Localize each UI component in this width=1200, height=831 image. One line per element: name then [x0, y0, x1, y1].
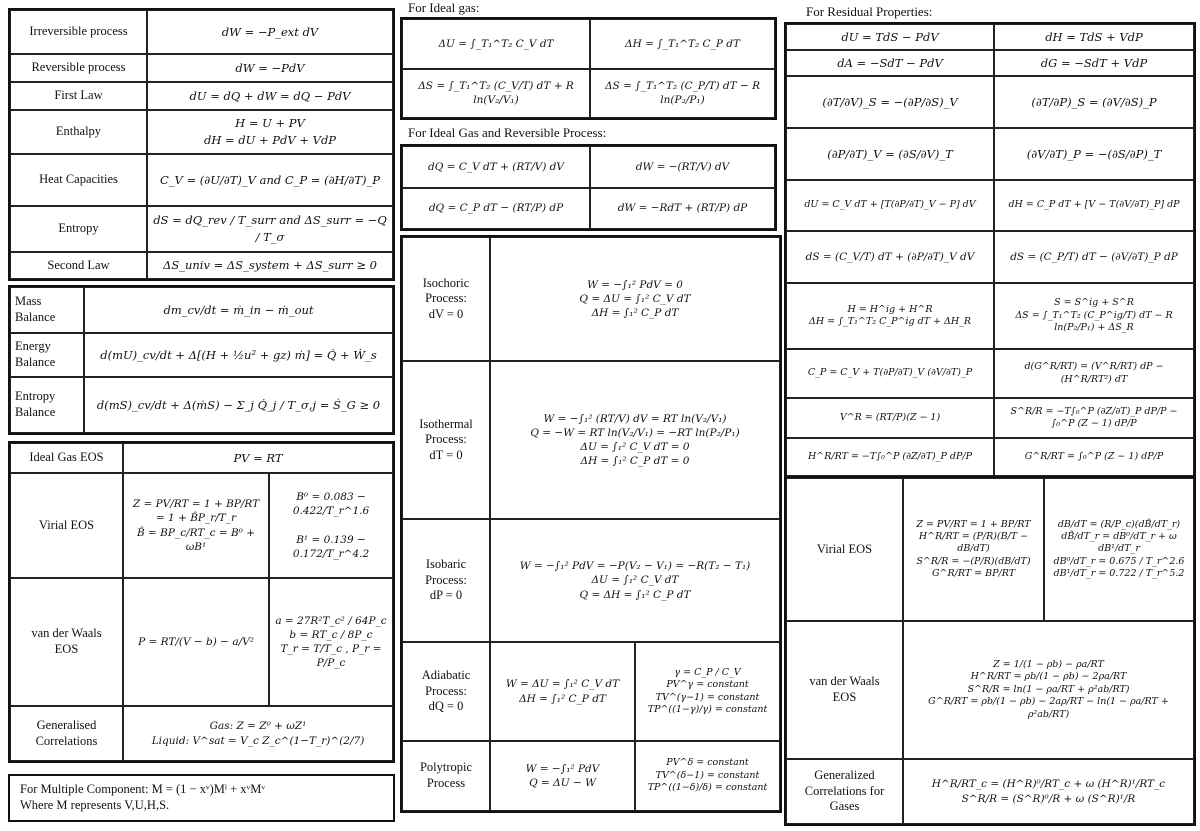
- residual-r1-c0-text: dA = −SdT − PdV: [837, 55, 943, 70]
- eos-table: [8, 441, 395, 763]
- polytropic-label-text: Polytropic Process: [419, 760, 473, 790]
- residual-r4-c0: [786, 180, 994, 231]
- ideal-gas-ds-p: [590, 69, 775, 119]
- ideal-gas-eos-label: [10, 443, 123, 473]
- ideal-gas-ds-v: [402, 69, 590, 119]
- residual-r4-c1: [994, 180, 1194, 231]
- mass-balance-equation: [84, 287, 393, 333]
- residual-r4-c0-text: dU = C_V dT + [T(∂P/∂T)_V − P] dV: [804, 199, 976, 211]
- residual-r7-c1-text: d(G^R/RT) = (V^R/RT) dP − (H^R/RT²) dT: [1024, 361, 1164, 385]
- res-generalized-equation: [903, 759, 1194, 824]
- adiabatic-label-text: Adiabatic Process: dQ = 0: [421, 668, 471, 714]
- res-vdw-equation: [903, 621, 1194, 759]
- residual-r2-c1: [994, 76, 1194, 128]
- residual-title: For Residual Properties:: [806, 4, 933, 19]
- adiabatic-equation-2: [635, 642, 780, 741]
- isothermal-equation: [490, 361, 780, 519]
- second-law-eq-text: ΔS_univ = ΔS_system + ΔS_surr ≥ 0: [163, 258, 377, 273]
- rev-dq-v-text: dQ = C_V dT + (RT/V) dV: [428, 160, 564, 173]
- residual-r1-c0: [786, 50, 994, 76]
- isothermal-eq-text: W = −∫₁² (RT/V) dV = RT ln(V₂/V₁) Q = −W = RT ln(V₂/V₁) = −RT ln(P₂/P₁) ΔU = ∫₁² C_V dT = 0 ΔH = ∫₁² C_P dT = 0: [530, 412, 740, 468]
- residual-r2-c0-text: (∂T/∂V)_S = −(∂P/∂S)_V: [822, 94, 958, 109]
- virial-eos-eq2: [269, 473, 393, 578]
- irreversible-label: [10, 10, 147, 54]
- residual-r6-c1-text: S = S^ig + S^R ΔS = ∫_T₁^T₂ (C_P^ig/T) dT − R ln(P₂/P₁) + ΔS_R: [1015, 297, 1173, 334]
- first-law-equation: [147, 82, 393, 110]
- enthalpy-label-text: Enthalpy: [55, 124, 102, 139]
- ideal-gas-du-text: ΔU = ∫_T₁^T₂ C_V dT: [438, 37, 554, 50]
- ideal-gas-ds-p-text: ΔS = ∫_T₁^T₂ (C_P/T) dT − R ln(P₂/P₁): [604, 80, 761, 107]
- ideal-gas-dh: [590, 19, 775, 69]
- entropy-balance-eq-text: d(mS)_cv/dt + Δ(ṁS) − Σ_j Q̇_j / T_σ,j = Ṡ_G ≥ 0: [96, 397, 381, 412]
- residual-r3-c1: [994, 128, 1194, 180]
- isothermal-label: [402, 361, 490, 519]
- entropy-eq-text: dS = dQ_rev / T_surr and ΔS_surr = −Q / T_σ: [153, 213, 387, 244]
- second-law-equation: [147, 252, 393, 279]
- ideal-gas-ds-v-text: ΔS = ∫_T₁^T₂ (C_V/T) dT + R ln(V₂/V₁): [418, 80, 574, 107]
- heat-capacities-eq-text: C_V = (∂U/∂T)_V and C_P = (∂H/∂T)_P: [159, 172, 381, 187]
- energy-balance-eq-text: d(mU)_cv/dt + Δ[(H + ½u² + gz) ṁ] = Q̇ + Ẇ_s: [100, 347, 377, 362]
- residual-r6-c0-text: H = H^ig + H^R ΔH = ∫_T₁^T₂ C_P^ig dT + ΔH_R: [808, 303, 972, 327]
- isochoric-label-text: Isochoric Process: dV = 0: [422, 275, 470, 321]
- adiabatic-eq-text: W = ΔU = ∫₁² C_V dT ΔH = ∫₁² C_P dT: [505, 678, 620, 705]
- res-virial-eq1-text: Z = PV/RT = 1 + BP/RT H^R/RT = (P/R)(B/T − dB/dT) S^R/R = −(P/R)(dB/dT) G^R/RT = BP/RT: [916, 518, 1031, 580]
- multiple-component-text: For Multiple Component: M = (1 − xᵛ)Mˡ + xᵛMᵛ Where M represents V,U,H,S.: [20, 782, 266, 812]
- adiabatic-label: [402, 642, 490, 741]
- first-law-label: [10, 82, 147, 110]
- second-law-label: [10, 252, 147, 279]
- adiabatic-eq2-text: γ = C_P / C_V PV^γ = constant TV^(γ−1) = constant TP^((1−γ)/γ) = constant: [647, 666, 768, 715]
- balance-table: [8, 285, 395, 435]
- residual-r5-c1-text: dS = (C_P/T) dT − (∂V/∂T)_P dP: [1010, 250, 1178, 263]
- ideal-gas-eos-equation: [123, 443, 393, 473]
- polytropic-equation: [490, 741, 635, 811]
- residual-r0-c1: [994, 24, 1194, 50]
- reversible-eq-text: dW = −PdV: [235, 60, 305, 75]
- virial-eos-eq2-text: B⁰ = 0.083 − 0.422/T_r^1.6 B¹ = 0.139 − 0.172/T_r^4.2: [292, 491, 370, 560]
- irreversible-label-text: Irreversible process: [29, 24, 128, 39]
- rev-dq-v: [402, 146, 590, 188]
- res-generalized-label: [786, 759, 903, 824]
- rev-dw-p: [590, 188, 775, 230]
- generalised-correlations-eq-text: Gas: Z = Z⁰ + ωZ¹ Liquid: V^sat = V_c Z_c^(1−T_r)^(2/7): [151, 720, 365, 747]
- polytropic-eq-text: W = −∫₁² PdV Q = ΔU − W: [525, 762, 600, 789]
- irreversible-equation: [147, 10, 393, 54]
- ideal-gas-eos-label-text: Ideal Gas EOS: [29, 450, 104, 465]
- isobaric-label: [402, 519, 490, 642]
- entropy-equation: [147, 206, 393, 252]
- entropy-label: [10, 206, 147, 252]
- res-virial-label-text: Virial EOS: [816, 541, 873, 556]
- entropy-balance-label: [10, 377, 84, 433]
- residual-r9-c0-text: H^R/RT = −T∫₀^P (∂Z/∂T)_P dP/P: [808, 450, 972, 462]
- ideal-gas-title: For Ideal gas:: [408, 0, 480, 15]
- rev-dw-v-text: dW = −(RT/V) dV: [635, 160, 730, 173]
- residual-r5-c0-text: dS = (C_V/T) dT + (∂P/∂T)_V dV: [805, 250, 975, 263]
- virial-eos-label-text: Virial EOS: [38, 517, 95, 532]
- vdw-eos-eq1: [123, 578, 269, 706]
- polytropic-label: [402, 741, 490, 811]
- vdw-eos-label: [10, 578, 123, 706]
- vdw-eos-eq2-text: a = 27R²T_c² / 64P_c b = RT_c / 8P_c T_r = T/T_c , P_r = P/P_c: [275, 614, 387, 670]
- mass-balance-eq-text: dm_cv/dt = ṁ_in − ṁ_out: [163, 302, 314, 317]
- adiabatic-equation: [490, 642, 635, 741]
- res-virial-eq2: [1044, 478, 1194, 621]
- rev-dq-p: [402, 188, 590, 230]
- basic-laws-table: [8, 8, 395, 281]
- res-virial-eq1: [903, 478, 1044, 621]
- res-vdw-label: [786, 621, 903, 759]
- generalised-correlations-label-text: Generalised Correlations: [35, 717, 98, 748]
- enthalpy-label: [10, 110, 147, 154]
- rev-dw-v: [590, 146, 775, 188]
- isothermal-label-text: Isothermal Process: dT = 0: [419, 416, 473, 462]
- res-vdw-label-text: van der Waals EOS: [809, 674, 880, 704]
- residual-r5-c0: [786, 231, 994, 283]
- residual-r3-c0: [786, 128, 994, 180]
- rev-dw-p-text: dW = −RdT + (RT/P) dP: [617, 202, 748, 215]
- isobaric-eq-text: W = −∫₁² PdV = −P(V₂ − V₁) = −R(T₂ − T₁) ΔU = ∫₁² C_V dT Q = ΔH = ∫₁² C_P dT: [519, 560, 751, 601]
- vdw-eos-label-text: van der Waals EOS: [31, 626, 102, 656]
- residual-r2-c1-text: (∂T/∂P)_S = (∂V/∂S)_P: [1031, 94, 1157, 109]
- isobaric-label-text: Isobaric Process: dP = 0: [425, 557, 467, 603]
- energy-balance-equation: [84, 333, 393, 377]
- residual-r3-c0-text: (∂P/∂T)_V = (∂S/∂V)_T: [827, 146, 953, 161]
- residual-r9-c1: [994, 438, 1194, 476]
- residual-r0-c0-text: dU = TdS − PdV: [841, 29, 939, 44]
- irreversible-eq-text: dW = −P_ext dV: [221, 24, 319, 39]
- residual-r1-c1-text: dG = −SdT + VdP: [1040, 55, 1148, 70]
- multiple-component-box: [8, 774, 395, 822]
- residual-r2-c0: [786, 76, 994, 128]
- residual-r6-c0: [786, 283, 994, 349]
- reversible-label-text: Reversible process: [31, 60, 126, 75]
- heat-capacities-equation: [147, 154, 393, 206]
- reversible-equation: [147, 54, 393, 82]
- entropy-label-text: Entropy: [58, 221, 99, 236]
- isochoric-eq-text: W = −∫₁² PdV = 0 Q = ΔU = ∫₁² C_V dT ΔH = ∫₁² C_P dT: [579, 278, 691, 320]
- mass-balance-label: [10, 287, 84, 333]
- residual-r0-c1-text: dH = TdS + VdP: [1045, 29, 1143, 44]
- residual-r3-c1-text: (∂V/∂T)_P = −(∂S/∂P)_T: [1026, 146, 1162, 161]
- residual-r5-c1: [994, 231, 1194, 283]
- reversible-label: [10, 54, 147, 82]
- residual-r1-c1: [994, 50, 1194, 76]
- virial-eos-eq1: [123, 473, 269, 578]
- polytropic-eq2-text: PV^δ = constant TV^(δ−1) = constant TP^((1−δ)/δ) = constant: [647, 757, 768, 794]
- ideal-gas-dh-text: ΔH = ∫_T₁^T₂ C_P dT: [625, 37, 740, 50]
- ideal-gas-du: [402, 19, 590, 69]
- residual-r7-c0-text: C_P = C_V + T(∂P/∂T)_V (∂V/∂T)_P: [807, 367, 973, 379]
- heat-capacities-label-text: Heat Capacities: [39, 172, 118, 187]
- virial-eos-eq1-text: Z = PV/RT = 1 + BP/RT = 1 + B̂P_r/T_r B̂ = BP_c/RT_c = B⁰ + ωB¹: [132, 498, 260, 553]
- residual-r8-c1: [994, 398, 1194, 438]
- residual-r8-c0-text: V^R = (RT/P)(Z − 1): [839, 411, 941, 423]
- mass-balance-label-text: Mass Balance: [15, 294, 56, 324]
- rev-dq-p-text: dQ = C_P dT − (RT/P) dP: [428, 202, 564, 215]
- residual-r6-c1: [994, 283, 1194, 349]
- energy-balance-label: [10, 333, 84, 377]
- residual-eos-table: [784, 476, 1196, 826]
- isobaric-equation: [490, 519, 780, 642]
- residual-r9-c0: [786, 438, 994, 476]
- heat-capacities-label: [10, 154, 147, 206]
- isochoric-equation: [490, 237, 780, 361]
- second-law-label-text: Second Law: [47, 257, 110, 272]
- res-vdw-eq-text: Z = 1/(1 − ρb) − ρa/RT H^R/RT = ρb/(1 − ρb) − 2ρa/RT S^R/R = ln(1 − ρa/RT + ρ²ab/RT) G^R/RT = ρb/(1 − ρb) − 2aρ/RT − ln(1 − ρa/RT + ρ²ab/RT): [928, 659, 1169, 720]
- res-generalized-eq-text: H^R/RT_c = (H^R)⁰/RT_c + ω (H^R)¹/RT_c S^R/R = (S^R)⁰/R + ω (S^R)¹/R: [931, 778, 1166, 805]
- generalised-correlations-equation: [123, 706, 393, 761]
- processes-table: [400, 235, 782, 813]
- first-law-eq-text: dU = dQ + dW = dQ − PdV: [189, 88, 351, 103]
- res-generalized-label-text: Generalized Correlations for Gases: [804, 768, 885, 814]
- residual-r4-c1-text: dH = C_P dT + [V − T(∂V/∂T)_P] dP: [1008, 199, 1180, 211]
- ideal-gas-eos-eq-text: PV = RT: [233, 450, 283, 465]
- residual-r7-c1: [994, 349, 1194, 398]
- reversible-title: For Ideal Gas and Reversible Process:: [408, 125, 607, 140]
- first-law-label-text: First Law: [54, 88, 103, 103]
- polytropic-equation-2: [635, 741, 780, 811]
- ideal-gas-table: [400, 17, 777, 120]
- enthalpy-equation: [147, 110, 393, 154]
- residual-r8-c0: [786, 398, 994, 438]
- vdw-eos-eq1-text: P = RT/(V − b) − a/V²: [138, 635, 254, 648]
- residual-r7-c0: [786, 349, 994, 398]
- energy-balance-label-text: Energy Balance: [15, 339, 56, 369]
- residual-table: [784, 22, 1196, 478]
- entropy-balance-equation: [84, 377, 393, 433]
- res-virial-label: [786, 478, 903, 621]
- virial-eos-label: [10, 473, 123, 578]
- isochoric-label: [402, 237, 490, 361]
- vdw-eos-eq2: [269, 578, 393, 706]
- residual-r0-c0: [786, 24, 994, 50]
- enthalpy-eq-text: H = U + PV dH = dU + PdV + VdP: [203, 116, 337, 147]
- res-virial-eq2-text: dB/dT = (R/P_c)(dB̂/dT_r) dB̂/dT_r = dB⁰/dT_r + ω dB¹/dT_r dB⁰/dT_r = 0.675 / T_r^2.6 dB¹/dT_r = 0.722 / T_r^5.2: [1053, 518, 1185, 580]
- generalised-correlations-label: [10, 706, 123, 761]
- entropy-balance-label-text: Entropy Balance: [15, 389, 56, 419]
- reversible-table: [400, 144, 777, 231]
- residual-r8-c1-text: S^R/R = −T∫₀^P (∂Z/∂T)_P dP/P − ∫₀^P (Z − 1) dP/P: [1010, 405, 1178, 429]
- residual-r9-c1-text: G^R/RT = ∫₀^P (Z − 1) dP/P: [1024, 450, 1164, 462]
